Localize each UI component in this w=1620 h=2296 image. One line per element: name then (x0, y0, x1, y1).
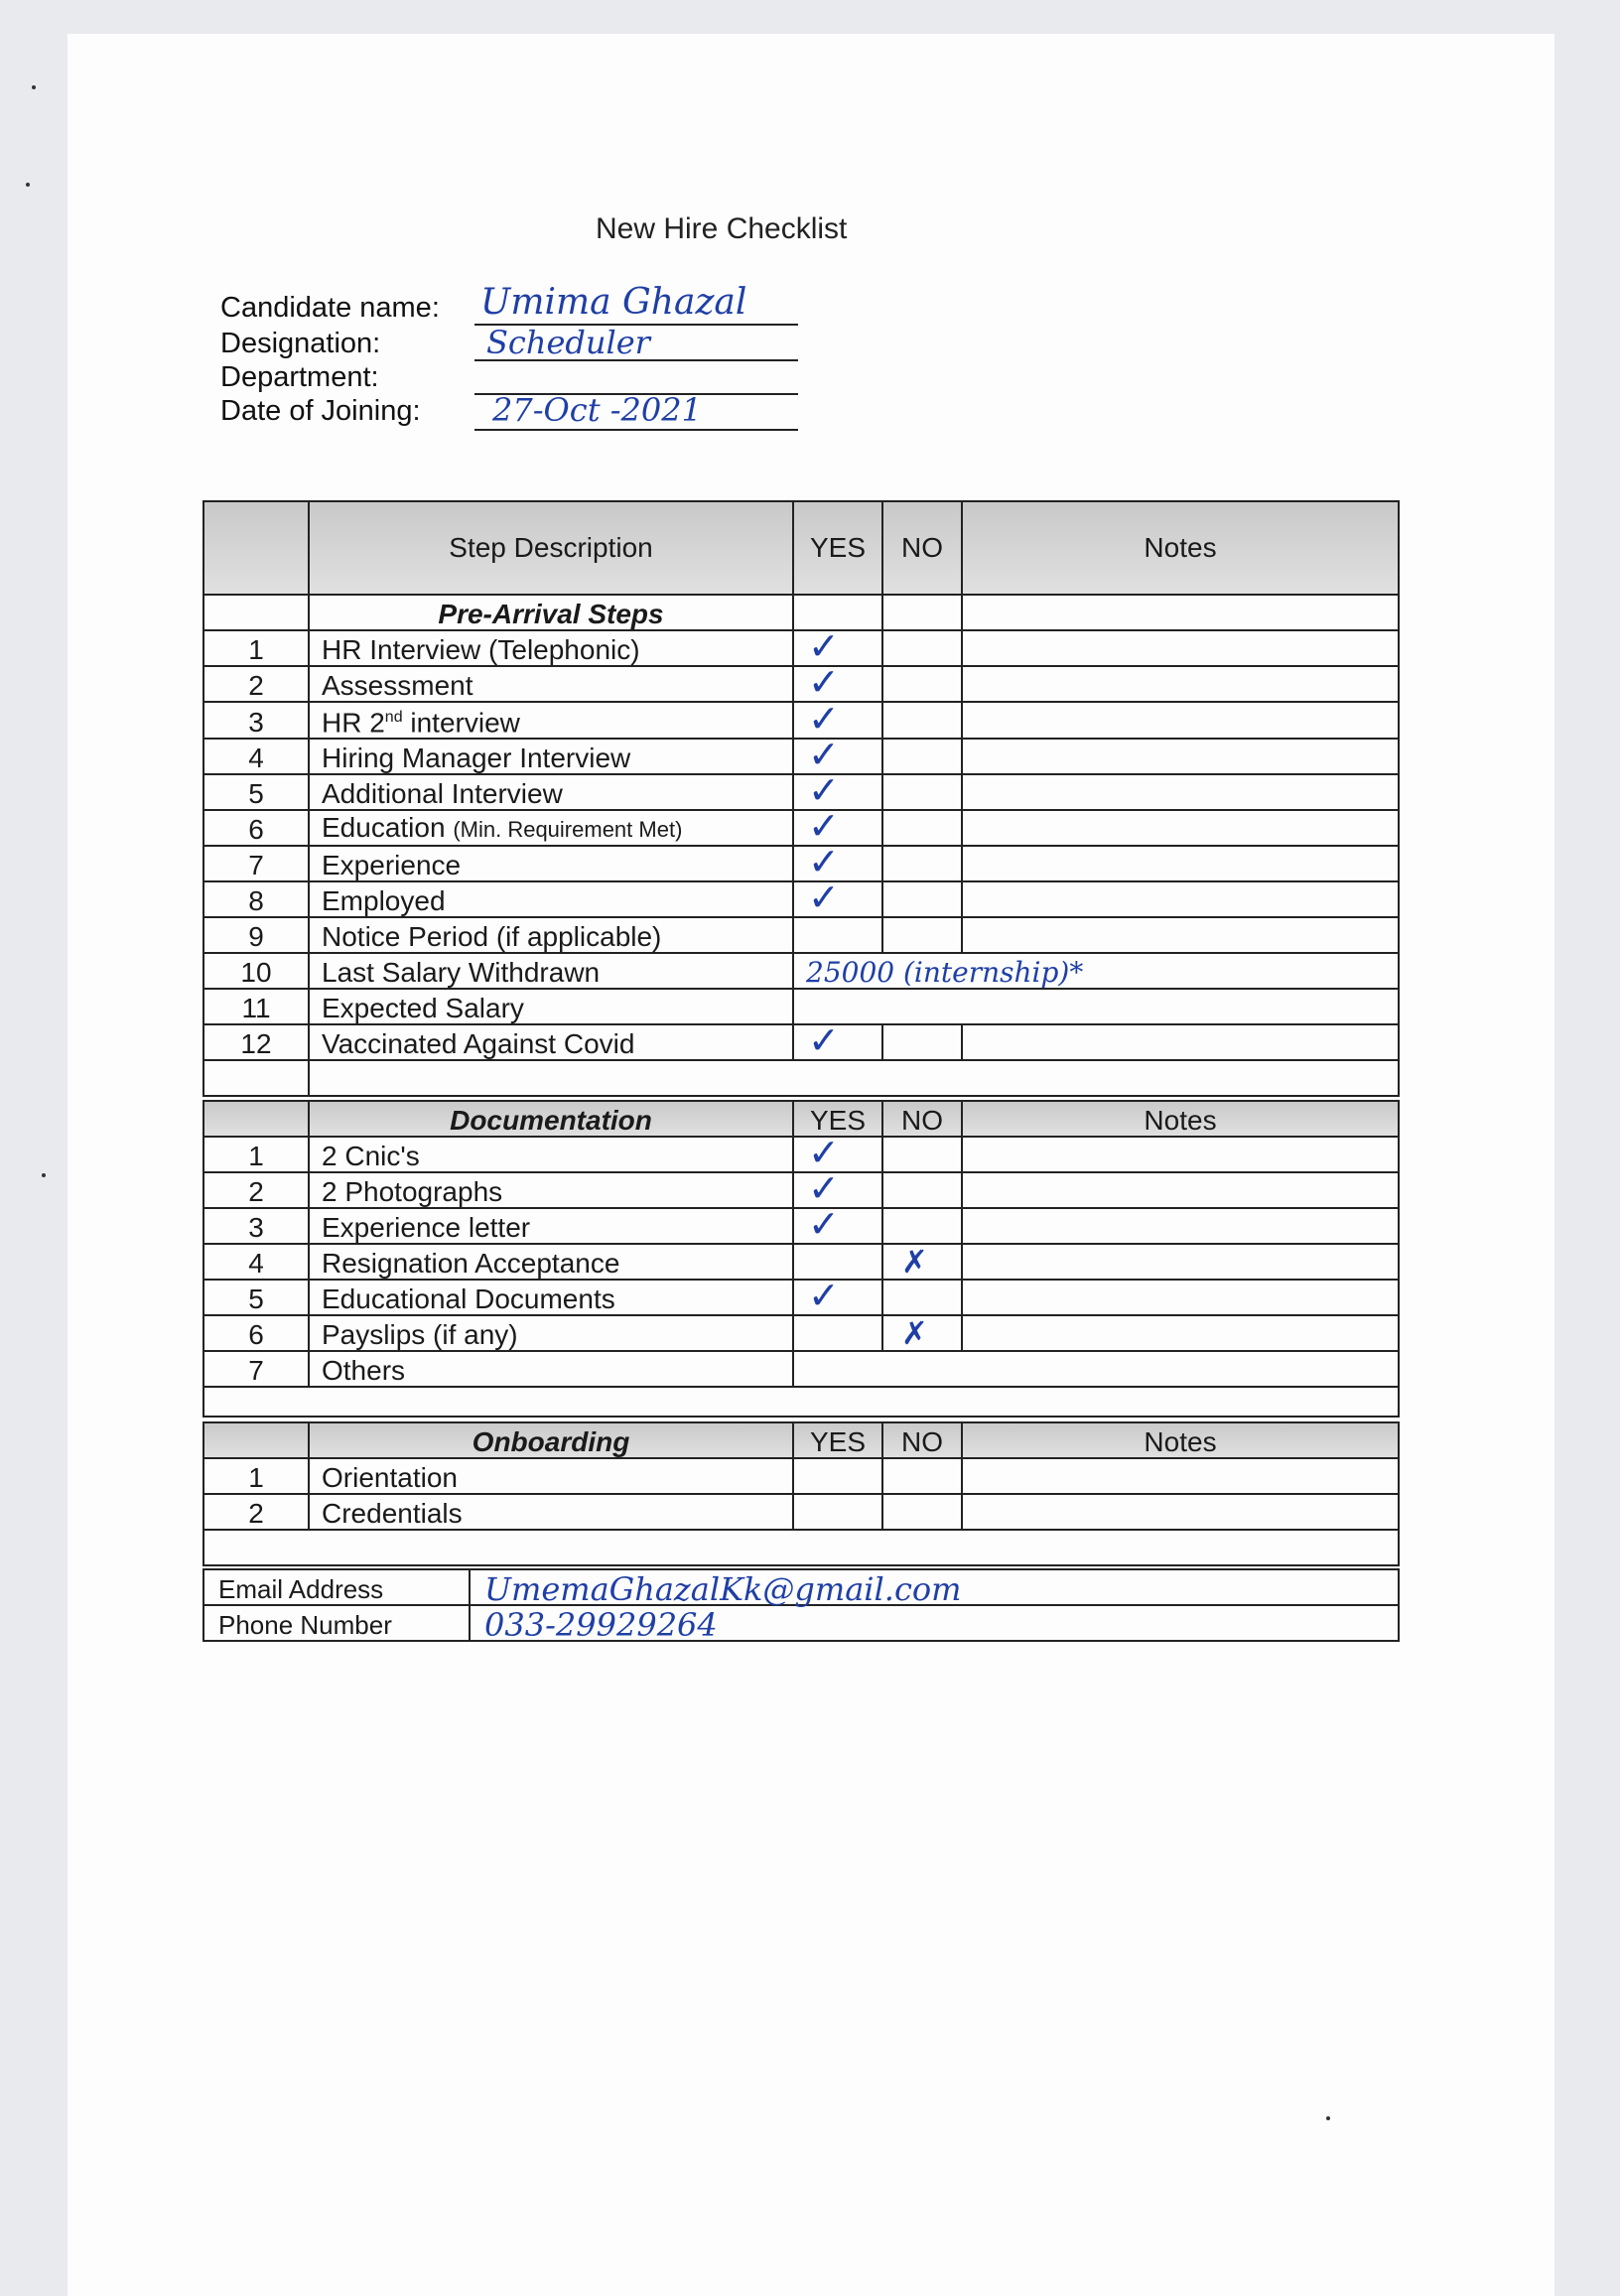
yes-cell (793, 917, 882, 953)
yes-cell (793, 881, 882, 917)
step-label: 2 Cnic's (322, 1141, 420, 1171)
blank-row (203, 1387, 1399, 1417)
step-description (309, 917, 793, 953)
yes-cell (793, 1244, 882, 1280)
pre-arrival-table (202, 500, 1400, 1097)
notes-cell (962, 774, 1399, 810)
notes-cell (962, 739, 1399, 774)
step-label: Notice Period (if applicable) (322, 921, 662, 953)
step-description (309, 774, 793, 810)
header-no: NO (882, 1422, 962, 1458)
section-title-pre-arrival: Pre-Arrival Steps (309, 595, 793, 630)
step-label: Vaccinated Against Covid (322, 1028, 635, 1060)
section-spacer-cell (962, 595, 1399, 630)
yes-cell (793, 1137, 882, 1172)
step-description (309, 1458, 793, 1494)
pre-arrival-row (203, 989, 1399, 1024)
checkmark-icon: ✓ (808, 702, 840, 740)
no-cell (882, 917, 962, 953)
blank-cell (203, 1530, 1399, 1565)
header-number-cell (203, 501, 309, 595)
step-number: 4 (203, 1244, 309, 1280)
checkmark-icon: ✓ (808, 1280, 840, 1315)
onboarding-rows (203, 1458, 1399, 1530)
step-number: 12 (203, 1024, 309, 1060)
handwritten-value (794, 1354, 806, 1387)
yes-cell (793, 666, 882, 702)
step-number: 5 (203, 774, 309, 810)
step-number: 3 (203, 1208, 309, 1244)
step-label: Payslips (if any) (322, 1319, 518, 1350)
checkmark-icon: ✓ (808, 1172, 840, 1208)
notes-cell (962, 1315, 1399, 1351)
yes-cell (793, 1494, 882, 1530)
step-label-suffix: interview (402, 707, 520, 739)
step-description (309, 1208, 793, 1244)
step-number: 7 (203, 1351, 309, 1387)
step-label: Experience (322, 850, 462, 881)
no-cell (882, 630, 962, 666)
no-cell (882, 1137, 962, 1172)
step-label: Credentials (322, 1498, 463, 1529)
checkmark-icon: ✓ (808, 881, 840, 918)
documentation-table (202, 1100, 1400, 1418)
step-label: Expected Salary (322, 993, 524, 1024)
email-row (203, 1569, 1399, 1605)
step-label: Experience letter (322, 1212, 531, 1243)
documentation-row (203, 1280, 1399, 1315)
blank-row (203, 1530, 1399, 1565)
phone-row (203, 1605, 1399, 1641)
no-cell (882, 1458, 962, 1494)
header-yes: YES (793, 1101, 882, 1137)
header-yes: YES (793, 501, 882, 595)
documentation-row (203, 1244, 1399, 1280)
no-cell (882, 1280, 962, 1315)
notes-cell (962, 917, 1399, 953)
scan-speck (42, 1173, 46, 1177)
step-description (309, 702, 793, 739)
header-no: NO (882, 501, 962, 595)
header-number-cell (203, 1422, 309, 1458)
step-number: 1 (203, 630, 309, 666)
checkmark-icon: ✓ (808, 810, 840, 847)
section-spacer-cell (882, 595, 962, 630)
step-label: Hiring Manager Interview (322, 743, 631, 774)
scan-speck (26, 183, 30, 187)
table-header-row (203, 501, 1399, 595)
step-label-superscript: nd (384, 709, 403, 726)
header-notes: Notes (962, 1422, 1399, 1458)
step-label: Employed (322, 885, 446, 917)
step-label: HR 2 (322, 707, 385, 739)
cross-mark-icon: ✗ (901, 1315, 928, 1351)
header-number-cell (203, 1101, 309, 1137)
step-label: Orientation (322, 1462, 458, 1493)
onboarding-header-row (203, 1422, 1399, 1458)
onboarding-table (202, 1421, 1400, 1566)
email-label: Email Address (203, 1569, 470, 1605)
date-of-joining-line (474, 429, 798, 431)
blank-row (203, 1060, 1399, 1096)
documentation-row (203, 1137, 1399, 1172)
step-description (309, 846, 793, 881)
page-title: New Hire Checklist (596, 212, 848, 245)
section-title-onboarding: Onboarding (309, 1422, 793, 1458)
step-description (309, 881, 793, 917)
step-number: 3 (203, 702, 309, 739)
department-label: Department: (220, 361, 379, 393)
step-number: 10 (203, 953, 309, 989)
candidate-name-value: Umima Ghazal (480, 282, 747, 323)
notes-cell (962, 1208, 1399, 1244)
checkmark-icon: ✓ (808, 774, 840, 811)
merged-value-cell (793, 953, 1399, 989)
no-cell (882, 774, 962, 810)
no-cell (882, 1024, 962, 1060)
header-notes: Notes (962, 501, 1399, 595)
yes-cell (793, 739, 882, 774)
pre-arrival-row (203, 917, 1399, 953)
step-label: Educational Documents (322, 1283, 615, 1314)
email-value: UmemaGhazalKk@gmail.com (470, 1569, 1399, 1605)
notes-cell (962, 810, 1399, 846)
step-number: 9 (203, 917, 309, 953)
no-cell (882, 1208, 962, 1244)
step-label: Assessment (322, 670, 473, 701)
notes-cell (962, 666, 1399, 702)
step-description (309, 989, 793, 1024)
onboarding-row (203, 1458, 1399, 1494)
step-description (309, 1024, 793, 1060)
step-label: Education (322, 812, 454, 844)
handwritten-value (794, 992, 806, 1024)
step-number: 8 (203, 881, 309, 917)
step-number: 7 (203, 846, 309, 881)
step-number: 2 (203, 1494, 309, 1530)
step-label: 2 Photographs (322, 1176, 503, 1207)
step-description (309, 1315, 793, 1351)
notes-cell (962, 630, 1399, 666)
cross-mark-icon: ✗ (901, 1244, 928, 1280)
phone-value: 033-29929264 (470, 1605, 1399, 1641)
yes-cell (793, 1172, 882, 1208)
notes-cell (962, 1172, 1399, 1208)
contact-table (202, 1568, 1400, 1642)
header-no: NO (882, 1101, 962, 1137)
checkmark-icon: ✓ (808, 1024, 840, 1061)
step-label: Resignation Acceptance (322, 1248, 620, 1279)
step-description (309, 739, 793, 774)
onboarding-row (203, 1494, 1399, 1530)
no-cell (882, 739, 962, 774)
step-number: 2 (203, 666, 309, 702)
yes-cell (793, 702, 882, 739)
step-description (309, 1172, 793, 1208)
step-description (309, 1494, 793, 1530)
section-title-documentation: Documentation (309, 1101, 793, 1137)
scan-speck (1326, 2116, 1330, 2120)
yes-cell (793, 630, 882, 666)
step-label: Others (322, 1355, 406, 1386)
blank-cell (309, 1060, 1399, 1096)
date-of-joining-label: Date of Joining: (220, 395, 421, 427)
scan-speck (32, 85, 36, 89)
step-description (309, 1137, 793, 1172)
yes-cell (793, 1024, 882, 1060)
notes-cell (962, 1137, 1399, 1172)
step-number: 6 (203, 810, 309, 846)
no-cell (882, 702, 962, 739)
no-cell (882, 1172, 962, 1208)
documentation-rows (203, 1137, 1399, 1387)
checkmark-icon: ✓ (808, 846, 840, 882)
yes-cell (793, 1280, 882, 1315)
notes-cell (962, 1244, 1399, 1280)
yes-cell (793, 1315, 882, 1351)
documentation-row (203, 1351, 1399, 1387)
step-number: 1 (203, 1458, 309, 1494)
yes-cell (793, 1208, 882, 1244)
phone-label: Phone Number (203, 1605, 470, 1641)
designation-value: Scheduler (486, 324, 650, 361)
blank-cell (203, 1060, 309, 1096)
step-description (309, 1280, 793, 1315)
checkmark-icon: ✓ (808, 739, 840, 775)
pre-arrival-row (203, 702, 1399, 739)
pre-arrival-row (203, 1024, 1399, 1060)
step-description (309, 1351, 793, 1387)
step-label: Last Salary Withdrawn (322, 957, 601, 989)
step-description (309, 630, 793, 666)
header-notes: Notes (962, 1101, 1399, 1137)
documentation-row (203, 1208, 1399, 1244)
pre-arrival-row (203, 666, 1399, 702)
notes-cell (962, 881, 1399, 917)
header-step-description: Step Description (309, 501, 793, 595)
step-number: 1 (203, 1137, 309, 1172)
no-cell (882, 1315, 962, 1351)
step-number: 6 (203, 1315, 309, 1351)
notes-cell (962, 1458, 1399, 1494)
no-cell (882, 1494, 962, 1530)
yes-cell (793, 846, 882, 881)
blank-cell (203, 1387, 1399, 1417)
notes-cell (962, 1280, 1399, 1315)
step-description (309, 810, 793, 846)
merged-value-cell (793, 989, 1399, 1024)
pre-arrival-row (203, 881, 1399, 917)
yes-cell (793, 810, 882, 846)
designation-label: Designation: (220, 328, 381, 359)
handwritten-value: 25000 (internship)* (806, 956, 1084, 990)
step-description (309, 666, 793, 702)
no-cell (882, 666, 962, 702)
step-number: 11 (203, 989, 309, 1024)
candidate-name-label: Candidate name: (220, 292, 440, 324)
step-number: 5 (203, 1280, 309, 1315)
no-cell (882, 810, 962, 846)
yes-cell (793, 774, 882, 810)
pre-arrival-row (203, 774, 1399, 810)
checkmark-icon: ✓ (808, 666, 840, 702)
section-spacer-cell (203, 595, 309, 630)
checkmark-icon: ✓ (808, 630, 840, 666)
notes-cell (962, 1494, 1399, 1530)
header-yes: YES (793, 1422, 882, 1458)
date-of-joining-value: 27-Oct -2021 (492, 391, 702, 429)
step-label: HR Interview (Telephonic) (322, 634, 640, 665)
pre-arrival-row (203, 953, 1399, 989)
pre-arrival-row (203, 810, 1399, 846)
notes-cell (962, 846, 1399, 881)
no-cell (882, 846, 962, 881)
step-description (309, 953, 793, 989)
checkmark-icon: ✓ (808, 1208, 840, 1244)
step-description (309, 1244, 793, 1280)
no-cell (882, 881, 962, 917)
section-row (203, 595, 1399, 630)
notes-cell (962, 702, 1399, 739)
no-cell (882, 1244, 962, 1280)
notes-cell (962, 1024, 1399, 1060)
pre-arrival-row (203, 739, 1399, 774)
merged-value-cell (793, 1351, 1399, 1387)
step-label: Additional Interview (322, 778, 563, 810)
documentation-header-row (203, 1101, 1399, 1137)
pre-arrival-rows (203, 630, 1399, 1060)
step-label-note: (Min. Requirement Met) (453, 817, 683, 843)
section-spacer-cell (793, 595, 882, 630)
documentation-row (203, 1172, 1399, 1208)
checkmark-icon: ✓ (808, 1137, 840, 1172)
step-number: 4 (203, 739, 309, 774)
yes-cell (793, 1458, 882, 1494)
pre-arrival-row (203, 630, 1399, 666)
pre-arrival-row (203, 846, 1399, 881)
step-number: 2 (203, 1172, 309, 1208)
documentation-row (203, 1315, 1399, 1351)
